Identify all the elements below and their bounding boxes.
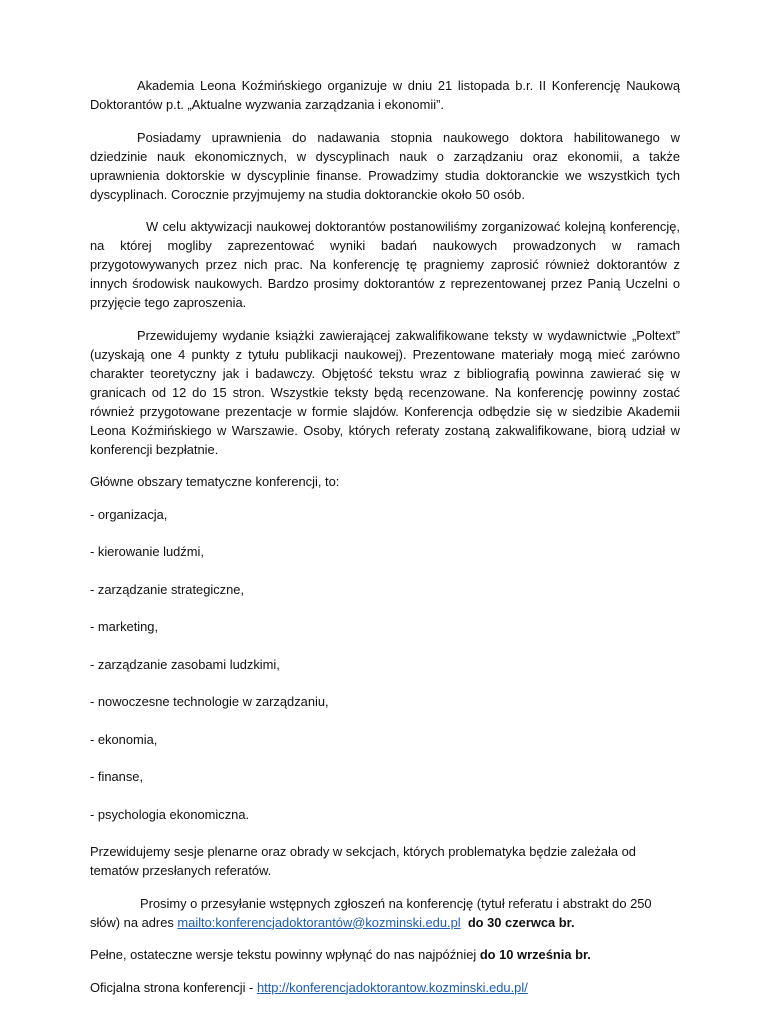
submission-text: Prosimy o przesyłanie wstępnych zgłoszeń na konferencję (tytuł referatu i abstrakt do 250 słów) na adres: [90, 895, 652, 930]
list-item: - nowoczesne technologie w zarządzaniu,: [90, 694, 329, 709]
list-item: - zarządzanie zasobami ludzkimi,: [90, 656, 280, 672]
list-item: - organizacja,: [90, 506, 168, 522]
submission-deadline: do 30 czerwca br.: [467, 914, 575, 930]
email-link[interactable]: mailto:konferencjadoktorantów@kozminski.edu.pl: [177, 914, 461, 930]
list-item: - psychologia ekonomiczna.: [90, 806, 250, 822]
final-text: Pełne, ostateczne wersje tekstu powinny wpłynąć do nas najpóźniej: [90, 947, 480, 962]
list-item: - kierowanie ludźmi,: [90, 544, 204, 559]
list-item: - marketing,: [90, 619, 159, 634]
website-link[interactable]: http://konferencjadoktorantow.kozminski.edu.pl/: [256, 979, 528, 995]
list-item: - zarządzanie strategiczne,: [90, 581, 245, 597]
document-page: [90, 76, 680, 1010]
paragraph-intro: Akademia Leona Koźmińskiego organizuje w dniu 21 listopada b.r. II Konferencję Naukową Doktorantów p.t. „Aktualne wyzwania zarządzania i ekonomii”.: [90, 78, 680, 112]
paragraph-sessions: Przewidujemy sesje plenarne oraz obrady w sekcjach, których problematyka będzie zależała od tematów przesłanych referatów.: [90, 844, 636, 878]
final-deadline: do 10 września br.: [479, 947, 591, 962]
list-item: - finanse,: [90, 769, 144, 784]
paragraph-final: [90, 945, 680, 964]
topics-list: [90, 505, 680, 824]
paragraph-rights: Posiadamy uprawnienia do nadawania stopnia naukowego doktora habilitowanego w dziedzinie nauk ekonomicznych, w dyscyplinach nauk o zarządzaniu oraz ekonomii, a także uprawnienia doktorskie w dyscyplinie finanse. Prowadzimy studia doktoranckie we wszystkich tych dyscyplinach. Corocznie przyjmujemy na studia doktoranckie około 50 osób.: [90, 129, 680, 202]
paragraph-submission: [90, 894, 680, 932]
list-item: - ekonomia,: [90, 731, 158, 747]
paragraph-publication: Przewidujemy wydanie książki zawierającej zakwalifikowane teksty w wydawnictwie „Poltext” (uzyskają one 4 punkty z tytułu publikacji naukowej). Prezentowane materiały mogą mieć zarówno charakter teoretyczny jak i badawczy. Objętość tekstu wraz z bibliografią powinna zawierać się w granicach od 12 do 15 stron. Wszystkie teksty będą recenzowane. Na konferencję powinny zostać również przygotowane prezentacje w formie slajdów. Konferencja odbędzie się w siedzibie Akademii Leona Koźmińskiego w Warszawie. Osoby, których referaty zostaną zakwalifikowane, biorą udział w konferencji bezpłatnie.: [90, 327, 680, 457]
paragraph-aim: W celu aktywizacji naukowej doktorantów postanowiliśmy zorganizować kolejną konferencję, na której mogliby zaprezentować wyniki badań naukowych prowadzonych w ramach przygotowywanych przez nich prac. Na konferencję tę pragniemy zaprosić również doktorantów z innych środowisk naukowych. Bardzo prosimy doktorantów z reprezentowanej przez Panią Uczelni o przyjęcie tego zaproszenia.: [90, 219, 680, 310]
website-label: Oficjalna strona konferencji -: [90, 979, 257, 995]
topics-intro: Główne obszary tematyczne konferencji, to:: [90, 474, 340, 489]
